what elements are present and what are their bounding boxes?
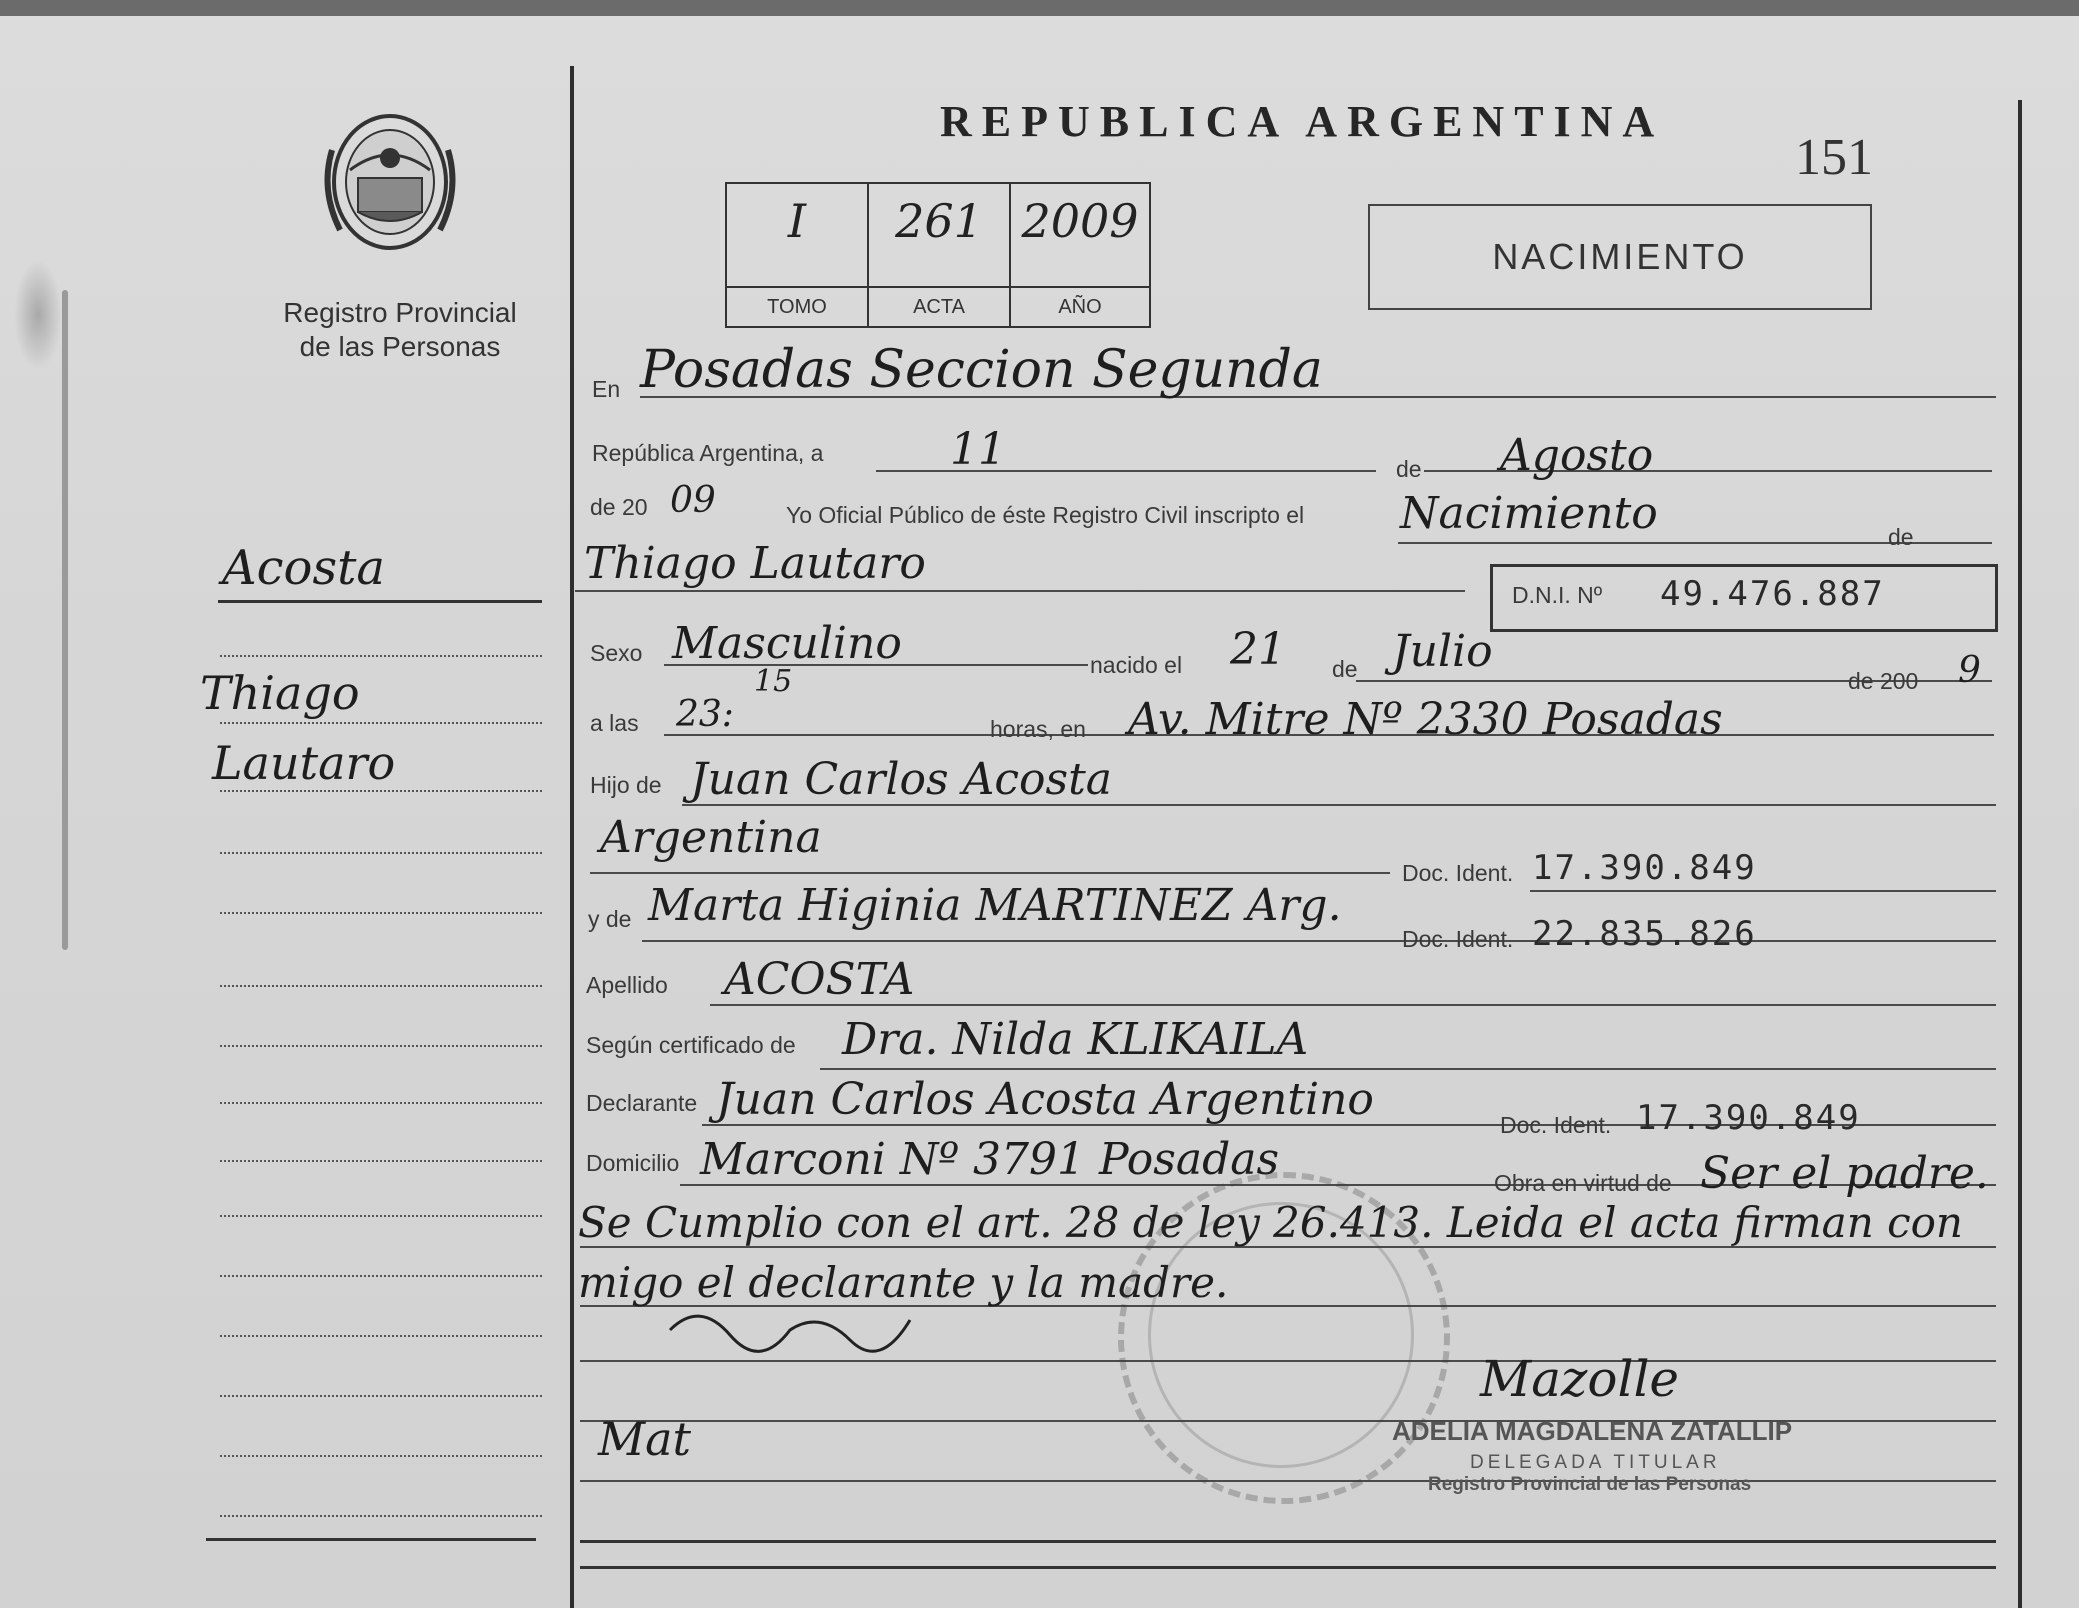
margin-initials: Mat	[598, 1412, 692, 1466]
de-label: de	[1396, 456, 1422, 482]
en-value: Posadas Seccion Segunda	[640, 340, 1323, 400]
obra-label: Obra en virtud de	[1494, 1170, 1672, 1196]
certificado-label: Según certificado de	[586, 1032, 796, 1058]
madre-doc-value: 22.835.826	[1532, 914, 1757, 954]
en-label: En	[592, 376, 621, 402]
nota-line2: migo el declarante y la madre.	[578, 1258, 1229, 1307]
tomo-label: TOMO	[727, 286, 867, 326]
margin-line	[220, 1335, 542, 1337]
obra-value: Ser el padre.	[1700, 1148, 1989, 1199]
form-bottom-rule	[580, 1566, 1996, 1569]
acta-label: ACTA	[869, 286, 1009, 326]
margin-line	[220, 1275, 542, 1277]
margin-line	[220, 655, 542, 657]
registry-name-line2: de las Personas	[299, 331, 501, 362]
dni-value: 49.476.887	[1660, 574, 1885, 614]
de-label-2: de	[1888, 524, 1914, 550]
scan-edge	[0, 0, 2079, 16]
registry-name	[240, 296, 560, 364]
form-line	[642, 940, 1996, 942]
margin-bottom-rule	[206, 1538, 536, 1541]
binding-strip	[62, 290, 68, 950]
nacido-label: nacido el	[1090, 652, 1183, 678]
dni-label: D.N.I. Nº	[1512, 582, 1603, 608]
apellido-value: ACOSTA	[724, 954, 915, 1005]
tomo-cell	[727, 184, 869, 326]
de200-label: de 200	[1848, 668, 1919, 694]
margin-line	[220, 912, 542, 914]
hora-value: 23:	[676, 694, 734, 735]
tomo-value: I	[787, 194, 807, 248]
margin-name2: Lautaro	[212, 736, 396, 790]
officer-role: DELEGADA TITULAR	[1470, 1452, 1721, 1473]
margin-surname-rule	[218, 600, 542, 603]
anio-cell	[1011, 184, 1149, 326]
oficial-label: Yo Oficial Público de éste Registro Civil inscripto el	[786, 502, 1305, 528]
column-divider	[570, 66, 574, 1608]
margin-line	[220, 1215, 542, 1217]
form-line	[590, 872, 1390, 874]
mes-value: Agosto	[1500, 430, 1654, 481]
republica-label: República Argentina, a	[592, 440, 824, 466]
page-title: REPUBLICA ARGENTINA	[940, 97, 1665, 146]
declarante-doc-value: 17.390.849	[1636, 1098, 1861, 1138]
registry-name-line1: Registro Provincial	[283, 297, 517, 328]
declarante-value: Juan Carlos Acosta Argentino	[716, 1074, 1374, 1125]
acta-cell	[869, 184, 1011, 326]
doc-label-2: Doc. Ident.	[1402, 926, 1514, 952]
page-number: 151	[1795, 129, 1873, 186]
certificado-value: Dra. Nilda KLIKAILA	[842, 1014, 1309, 1065]
doc-label: Doc. Ident.	[1402, 860, 1514, 886]
alas-label: a las	[590, 710, 639, 736]
declarant-signature-icon	[660, 1290, 920, 1370]
nac-mes-value: Julio	[1392, 626, 1493, 677]
officer-signature: Mazolle	[1480, 1350, 1680, 1408]
official-stamp-inner	[1148, 1202, 1414, 1468]
form-line	[1530, 890, 1996, 892]
margin-line	[220, 1455, 542, 1457]
dia-value: 11	[950, 424, 1006, 475]
apellido-label: Apellido	[586, 972, 668, 998]
sexo-value: Masculino	[672, 618, 902, 669]
officer-office: Registro Provincial de las Personas	[1428, 1474, 1752, 1495]
form-bottom-rule	[580, 1540, 1996, 1543]
domicilio-value: Marconi Nº 3791 Posadas	[700, 1134, 1280, 1185]
hijo-label: Hijo de	[590, 772, 662, 798]
margin-line	[220, 722, 542, 724]
provincial-seal-icon	[310, 100, 470, 265]
domicilio-label: Domicilio	[586, 1150, 680, 1176]
margin-line	[220, 985, 542, 987]
nota-line1: Se Cumplio con el art. 28 de ley 26.413. Leida el acta firman con	[578, 1198, 1963, 1247]
margin-line	[220, 1045, 542, 1047]
declarante-label: Declarante	[586, 1090, 698, 1116]
margin-line	[220, 1160, 542, 1162]
margin-name1: Thiago	[200, 666, 360, 720]
margin-surname: Acosta	[222, 540, 385, 596]
margin-line	[220, 852, 542, 854]
anio-value: 2009	[1021, 194, 1139, 248]
horas-label: horas, en	[990, 716, 1086, 742]
tipo-value: Nacimiento	[1400, 488, 1658, 539]
yde-label: y de	[588, 906, 632, 932]
de-label-3: de	[1332, 656, 1358, 682]
form-line	[820, 1068, 1996, 1070]
right-border	[2018, 100, 2022, 1608]
margin-line	[220, 790, 542, 792]
margin-line	[220, 1102, 542, 1104]
lugar-value: Av. Mitre Nº 2330 Posadas	[1128, 694, 1723, 745]
anio-label: AÑO	[1011, 286, 1149, 326]
binding-mark	[14, 260, 62, 370]
padre-value: Juan Carlos Acosta	[690, 754, 1112, 805]
anio-value-form: 09	[670, 480, 716, 521]
nombre-value: Thiago Lautaro	[584, 538, 926, 589]
doc-label-3: Doc. Ident.	[1500, 1112, 1612, 1138]
nac-anio-value: 9	[1958, 650, 1981, 691]
record-number-box	[725, 182, 1151, 328]
sexo-label: Sexo	[590, 640, 643, 666]
margin-line	[220, 1515, 542, 1517]
de20-label: de 20	[590, 494, 648, 520]
madre-value: Marta Higinia MARTINEZ Arg.	[648, 880, 1342, 931]
record-type-box: NACIMIENTO	[1368, 204, 1872, 310]
padre-doc-value: 17.390.849	[1532, 848, 1757, 888]
margin-line	[220, 1395, 542, 1397]
acta-value: 261	[895, 194, 983, 248]
officer-name: ADELIA MAGDALENA ZATALLIP	[1392, 1416, 1793, 1446]
nac-dia-value: 21	[1230, 624, 1286, 675]
form-line	[575, 590, 1465, 592]
minutos-value: 15	[754, 664, 793, 699]
padre-nac-value: Argentina	[600, 812, 822, 863]
